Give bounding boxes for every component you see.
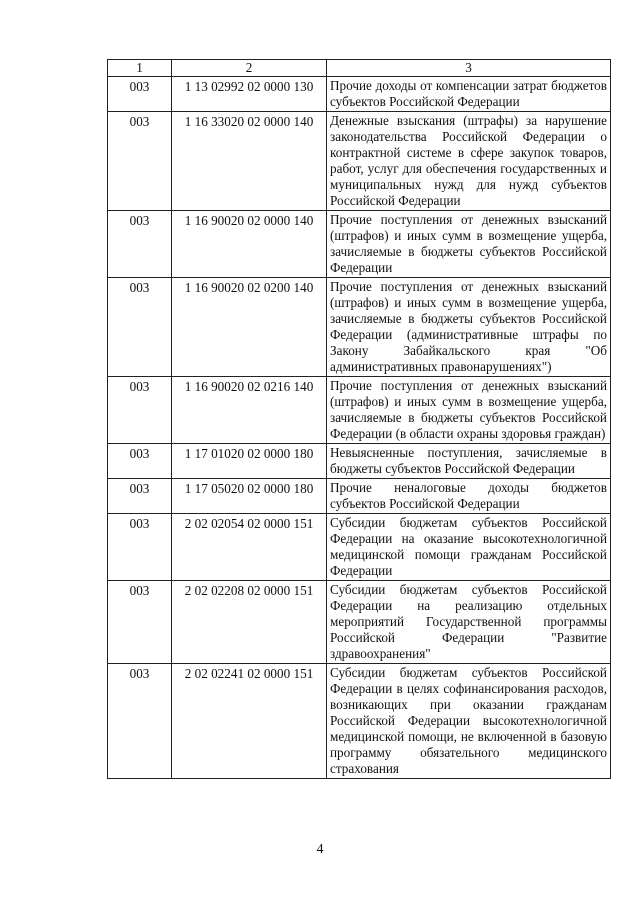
- table-row: [108, 112, 611, 211]
- revenue-name-cell: Субсидии бюджетам субъектов Российской Федерации в целях софинансирования расходов, возникающих при оказании гражданам Российской Федерации высокотехнологичной медицинской помощи, не включенной в базовую программу обязательного медицинского страхования: [327, 664, 611, 779]
- table-row: [108, 377, 611, 444]
- revenue-name-cell: Денежные взыскания (штрафы) за нарушение законодательства Российской Федерации о контрактной системе в сфере закупок товаров, работ, услуг для обеспечения государственных и муниципальных нужд для нужд субъектов Российской Федерации: [327, 112, 611, 211]
- table-row: [108, 581, 611, 664]
- table-row: [108, 211, 611, 278]
- admin-code-cell: 003: [108, 211, 172, 278]
- revenue-name-cell: Субсидии бюджетам субъектов Российской Федерации на реализацию отдельных мероприятий Государственной программы Российской Федерации "Развитие здравоохранения": [327, 581, 611, 664]
- revenue-name-cell: Невыясненные поступления, зачисляемые в бюджеты субъектов Российской Федерации: [327, 444, 611, 479]
- admin-code-cell: 003: [108, 377, 172, 444]
- table-row: [108, 444, 611, 479]
- admin-code-cell: 003: [108, 444, 172, 479]
- admin-code-cell: 003: [108, 664, 172, 779]
- column-header-1: 1: [108, 60, 172, 77]
- revenue-name-cell: Субсидии бюджетам субъектов Российской Федерации на оказание высокотехнологичной медицинской помощи гражданам Российской Федерации: [327, 514, 611, 581]
- revenue-name-cell: Прочие поступления от денежных взысканий (штрафов) и иных сумм в возмещение ущерба, зачисляемые в бюджеты субъектов Российской Федерации: [327, 211, 611, 278]
- table-row: [108, 77, 611, 112]
- revenue-code-cell: 1 16 90020 02 0200 140: [172, 278, 327, 377]
- table-row: [108, 664, 611, 779]
- revenue-code-cell: 1 17 01020 02 0000 180: [172, 444, 327, 479]
- admin-code-cell: 003: [108, 581, 172, 664]
- revenue-name-cell: Прочие неналоговые доходы бюджетов субъектов Российской Федерации: [327, 479, 611, 514]
- revenue-code-cell: 1 16 90020 02 0216 140: [172, 377, 327, 444]
- revenue-name-cell: Прочие поступления от денежных взысканий (штрафов) и иных сумм в возмещение ущерба, зачисляемые в бюджеты субъектов Российской Федерации (в области охраны здоровья граждан): [327, 377, 611, 444]
- table-row: [108, 479, 611, 514]
- column-header-3: 3: [327, 60, 611, 77]
- revenue-code-cell: 1 17 05020 02 0000 180: [172, 479, 327, 514]
- revenue-code-cell: 1 16 33020 02 0000 140: [172, 112, 327, 211]
- table-header-row: [108, 60, 611, 77]
- table-row: [108, 514, 611, 581]
- revenue-code-cell: 2 02 02054 02 0000 151: [172, 514, 327, 581]
- admin-code-cell: 003: [108, 112, 172, 211]
- page-number: 4: [316, 842, 324, 857]
- revenue-name-cell: Прочие доходы от компенсации затрат бюджетов субъектов Российской Федерации: [327, 77, 611, 112]
- admin-code-cell: 003: [108, 479, 172, 514]
- admin-code-cell: 003: [108, 278, 172, 377]
- revenue-code-cell: 1 16 90020 02 0000 140: [172, 211, 327, 278]
- revenue-code-cell: 1 13 02992 02 0000 130: [172, 77, 327, 112]
- revenue-code-cell: 2 02 02208 02 0000 151: [172, 581, 327, 664]
- admin-code-cell: 003: [108, 77, 172, 112]
- revenue-name-cell: Прочие поступления от денежных взысканий (штрафов) и иных сумм в возмещение ущерба, зачисляемые в бюджеты субъектов Российской Федерации (административные штрафы по Закону Забайкальского края "Об административных правонарушениях"): [327, 278, 611, 377]
- table-row: [108, 278, 611, 377]
- revenue-code-table: [107, 59, 611, 779]
- admin-code-cell: 003: [108, 514, 172, 581]
- revenue-code-cell: 2 02 02241 02 0000 151: [172, 664, 327, 779]
- column-header-2: 2: [172, 60, 327, 77]
